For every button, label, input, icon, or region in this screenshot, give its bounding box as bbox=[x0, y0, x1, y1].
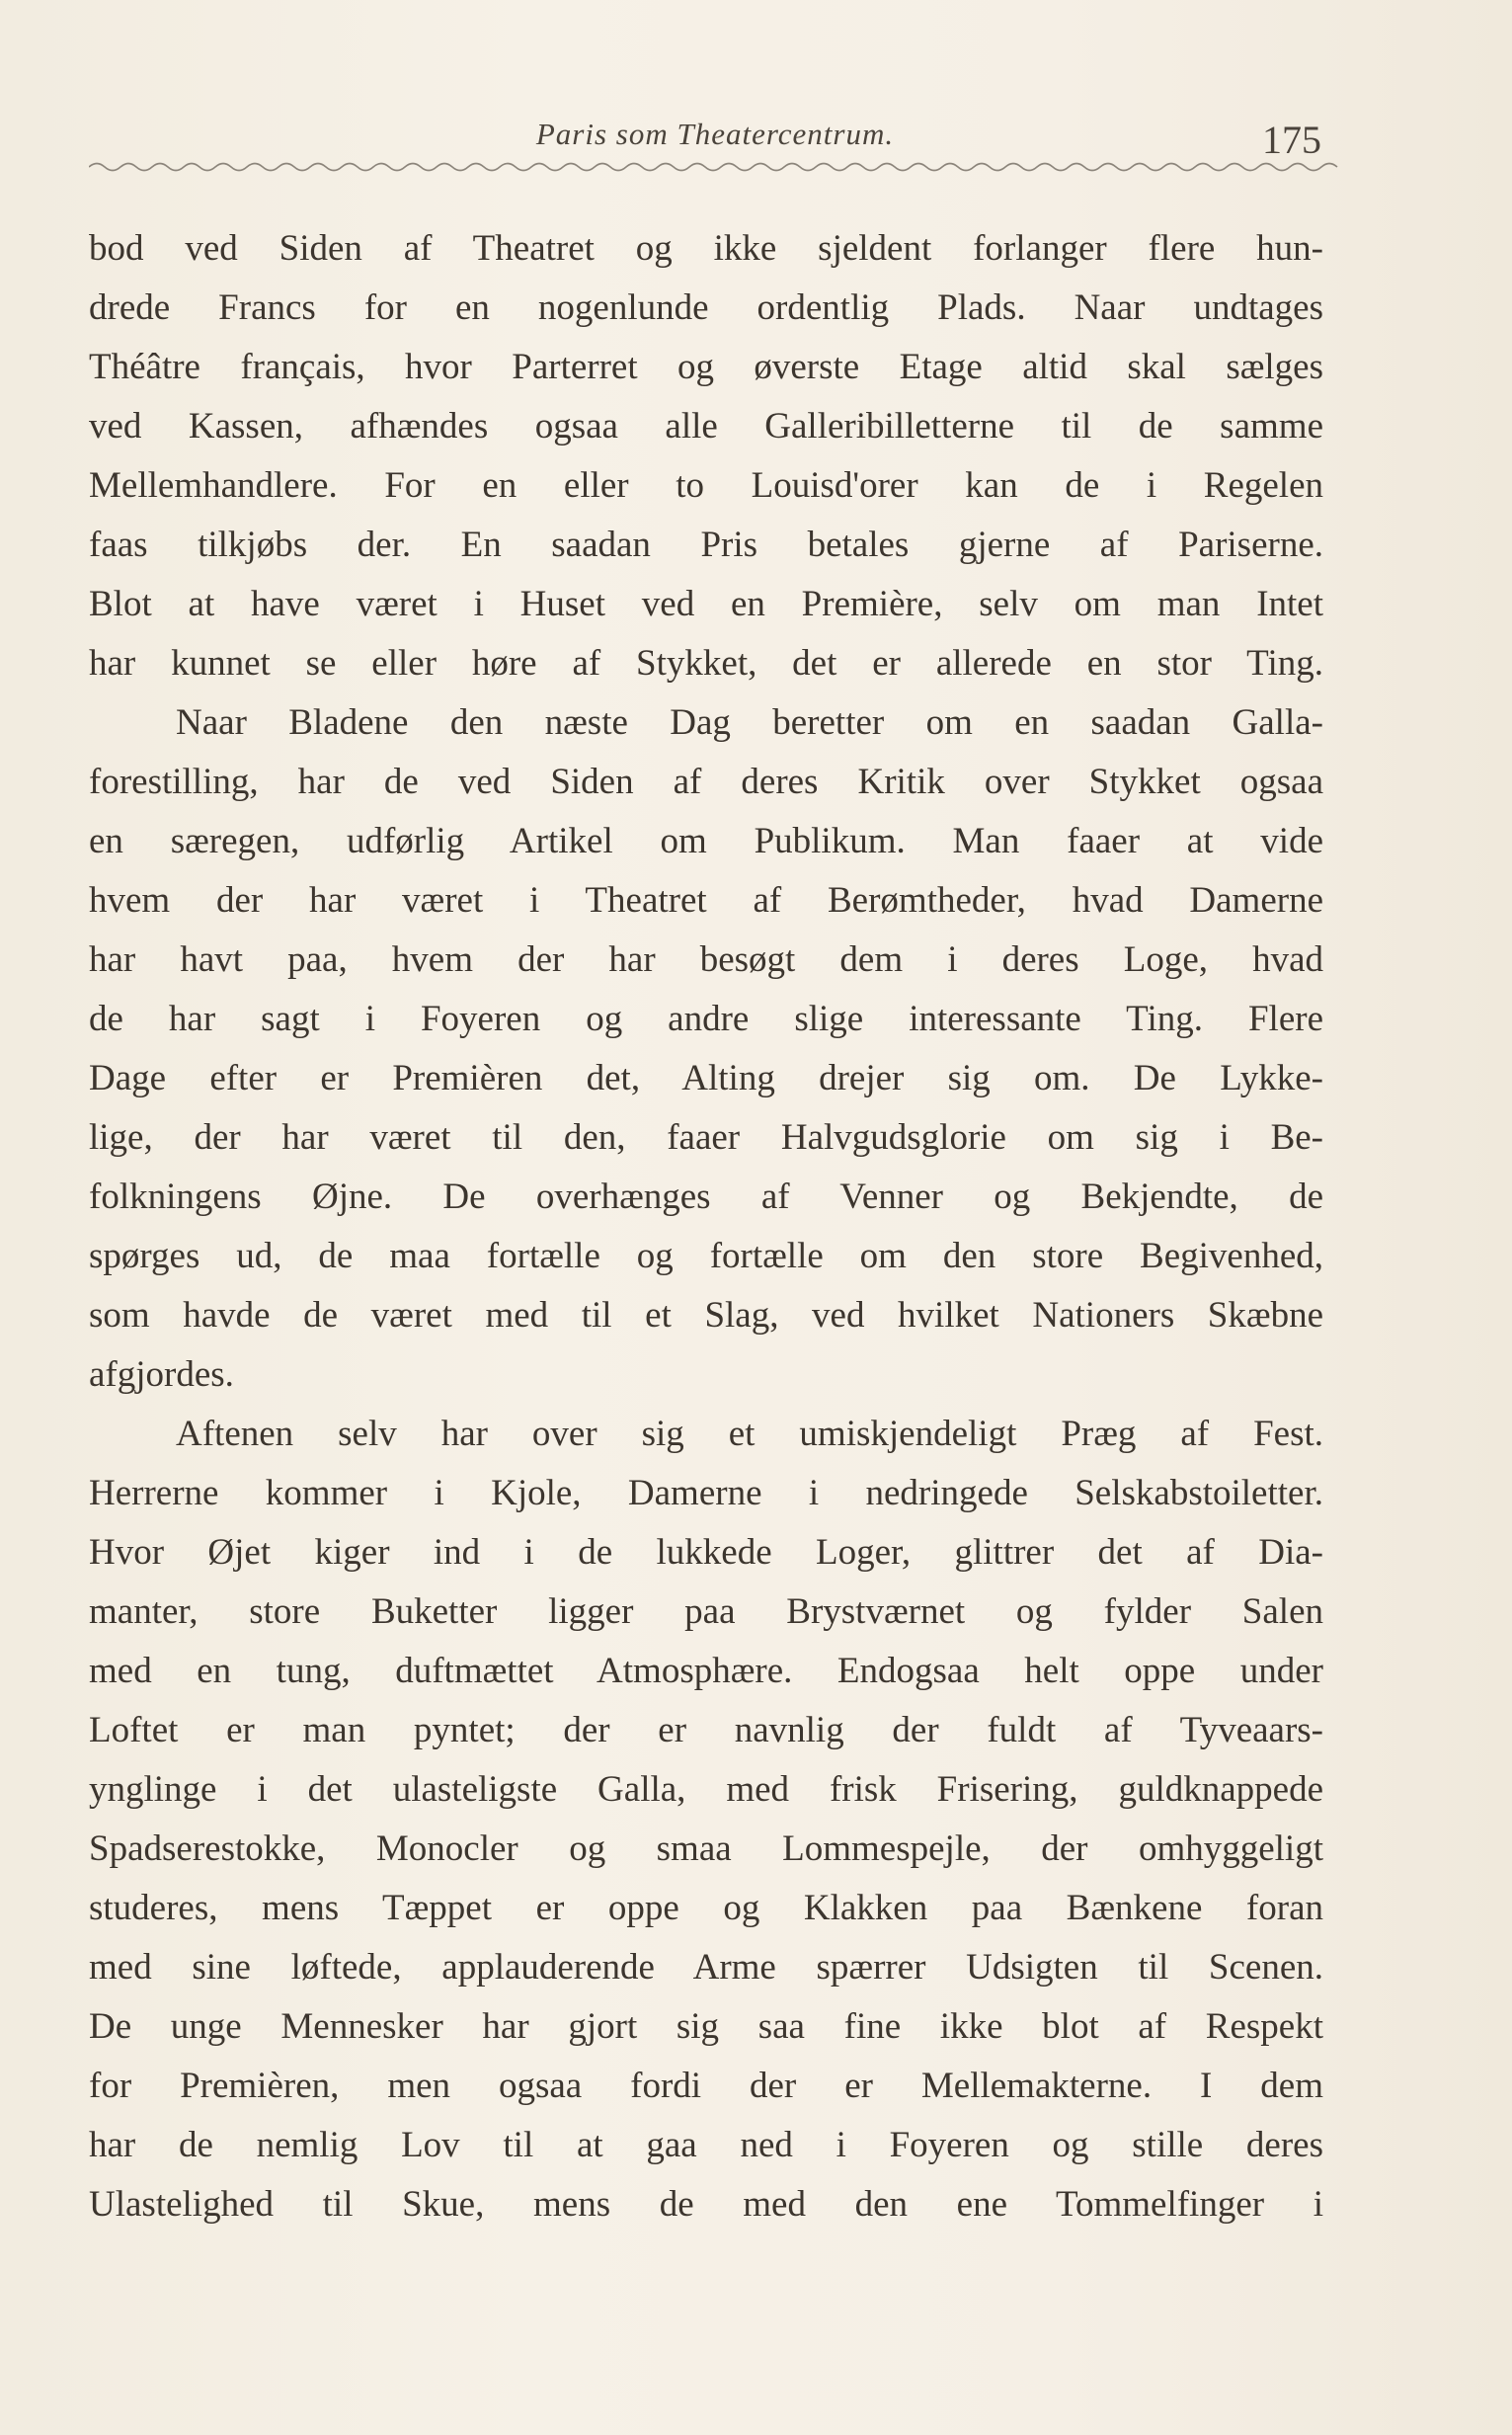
text-line: afgjordes. bbox=[89, 1354, 234, 1395]
text-line: Dage efter er Premièren det, Alting drejer sig om. De Lykke- bbox=[89, 1058, 1323, 1098]
text-line: faas tilkjøbs der. En saadan Pris betales gjerne af Pariserne. bbox=[89, 525, 1323, 565]
text-line: forestilling, har de ved Siden af deres Kritik over Stykket ogsaa bbox=[89, 762, 1323, 802]
text-line: De unge Mennesker har gjort sig saa fine ikke blot af Respekt bbox=[89, 2006, 1323, 2047]
text-line: manter, store Buketter ligger paa Brystværnet og fylder Salen bbox=[89, 1591, 1323, 1632]
text-line: Aftenen selv har over sig et umiskjendeligt Præg af Fest. bbox=[176, 1414, 1323, 1454]
text-line: med sine løftede, applauderende Arme spærrer Udsigten til Scenen. bbox=[89, 1947, 1323, 1988]
text-line: hvem der har været i Theatret af Berømtheder, hvad Damerne bbox=[89, 880, 1323, 921]
text-line: har kunnet se eller høre af Stykket, det er allerede en stor Ting. bbox=[89, 643, 1323, 684]
body-text bbox=[89, 219, 1323, 2234]
text-line: spørges ud, de maa fortælle og fortælle om den store Begivenhed, bbox=[89, 1236, 1323, 1276]
decorative-rule bbox=[89, 158, 1341, 176]
text-line: ved Kassen, afhændes ogsaa alle Galleribilletterne til de samme bbox=[89, 406, 1323, 446]
text-line: Ulastelighed til Skue, mens de med den ene Tommelfinger i bbox=[89, 2184, 1323, 2225]
text-line: drede Francs for en nogenlunde ordentlig Plads. Naar undtages bbox=[89, 287, 1323, 328]
text-line: som havde de været med til et Slag, ved hvilket Nationers Skæbne bbox=[89, 1295, 1323, 1336]
text-line: Naar Bladene den næste Dag beretter om en saadan Galla- bbox=[176, 702, 1323, 743]
text-line: Blot at have været i Huset ved en Première, selv om man Intet bbox=[89, 584, 1323, 624]
text-line: Spadserestokke, Monocler og smaa Lommespejle, der omhyggeligt bbox=[89, 1828, 1323, 1869]
text-line: med en tung, duftmættet Atmosphære. Endogsaa helt oppe under bbox=[89, 1651, 1323, 1691]
text-line: bod ved Siden af Theatret og ikke sjeldent forlanger flere hun- bbox=[89, 228, 1323, 269]
text-line: Herrerne kommer i Kjole, Damerne i nedringede Selskabstoiletter. bbox=[89, 1473, 1323, 1513]
text-line: ynglinge i det ulasteligste Galla, med frisk Frisering, guldknappede bbox=[89, 1769, 1323, 1810]
text-line: Hvor Øjet kiger ind i de lukkede Loger, glittrer det af Dia- bbox=[89, 1532, 1323, 1573]
text-line: Théâtre français, hvor Parterret og øverste Etage altid skal sælges bbox=[89, 347, 1323, 387]
text-line: lige, der har været til den, faaer Halvgudsglorie om sig i Be- bbox=[89, 1117, 1323, 1158]
text-line: har de nemlig Lov til at gaa ned i Foyeren og stille deres bbox=[89, 2125, 1323, 2165]
running-title: Paris som Theatercentrum. bbox=[535, 117, 895, 151]
text-line: de har sagt i Foyeren og andre slige interessante Ting. Flere bbox=[89, 999, 1323, 1039]
text-line: for Premièren, men ogsaa fordi der er Mellemakterne. I dem bbox=[89, 2066, 1323, 2106]
text-line: Mellemhandlere. For en eller to Louisd'orer kan de i Regelen bbox=[89, 465, 1323, 506]
text-line: Loftet er man pyntet; der er navnlig der fuldt af Tyveaars- bbox=[89, 1710, 1323, 1750]
text-line: har havt paa, hvem der har besøgt dem i deres Loge, hvad bbox=[89, 939, 1323, 980]
page-header bbox=[89, 109, 1341, 188]
page-number: 175 bbox=[1262, 118, 1321, 162]
text-line: folkningens Øjne. De overhænges af Venner og Bekjendte, de bbox=[89, 1177, 1323, 1217]
text-line: studeres, mens Tæppet er oppe og Klakken paa Bænkene foran bbox=[89, 1888, 1323, 1928]
text-line: en særegen, udførlig Artikel om Publikum. Man faaer at vide bbox=[89, 821, 1323, 861]
